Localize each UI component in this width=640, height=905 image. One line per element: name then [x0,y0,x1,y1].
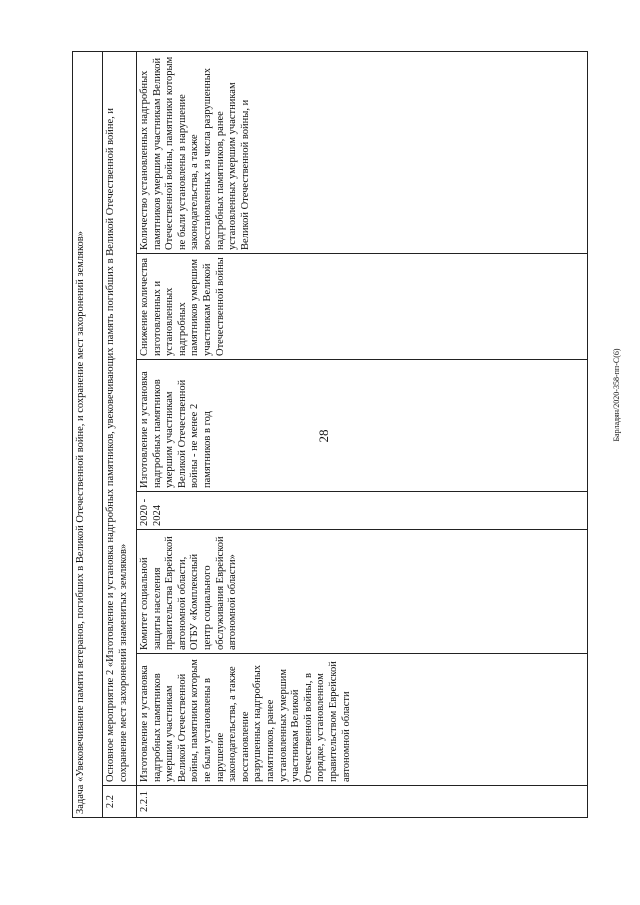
table-row [137,51,588,817]
document-code: Барладян/2020-358-пп-С(6) [612,348,621,442]
task-row [73,51,103,817]
period-cell: 2020 - 2024 [137,492,588,530]
main-event-number: 2.2 [103,786,137,818]
task-title: Задача «Увековечивание памяти ветеранов, погибших в Великой Отечественной войне, и сохранение мест захоронений земляков» [73,51,103,817]
program-table [72,51,588,818]
main-event-title: Основное мероприятие 2 «Изготовление и установка надгробных памятников, увековечивающих память погибших в Великой Отечественной войне, и сохранение мест захоронений знаменитых земляков» [103,51,137,785]
activity-cell: Изготовление и установка надгробных памятников умершим участникам Великой Отечественной войны, памятники которым не были установлены в нарушение законодательства, а также восстановление разрушенных надгробных памятников, ранее установленных умершим участникам Великой Отечественной войны, в порядке, установленном правительством Еврейской автономной области [137,654,588,786]
rotated-table-container [72,52,588,818]
page-number: 28 [316,429,331,443]
main-event-row [103,51,137,817]
result-cell: Изготовление и установка надгробных памятников умершим участникам Великой Отечественной войны - не менее 2 памятников в год [137,360,588,492]
row-number: 2.2.1 [137,786,588,818]
consequence-cell: Снижение количества изготовленных и установленных надгробных памятников умершим участникам Великой Отечественной войны [137,254,588,360]
indicator-cell: Количество установленных надгробных памятников умершим участникам Великой Отечественной войны, памятники которым не были установлены в нарушение законодательства, а также восстановленных из числа разрушенных надгробных памятников, ранее установленных умершим участникам Великой Отечественной войны, и [137,51,588,253]
executor-cell: Комитет социальной защиты населения правительства Еврейской автономной области, ОГБУ «Комплексный центр социального обслуживания Еврейской автономной области» [137,530,588,654]
